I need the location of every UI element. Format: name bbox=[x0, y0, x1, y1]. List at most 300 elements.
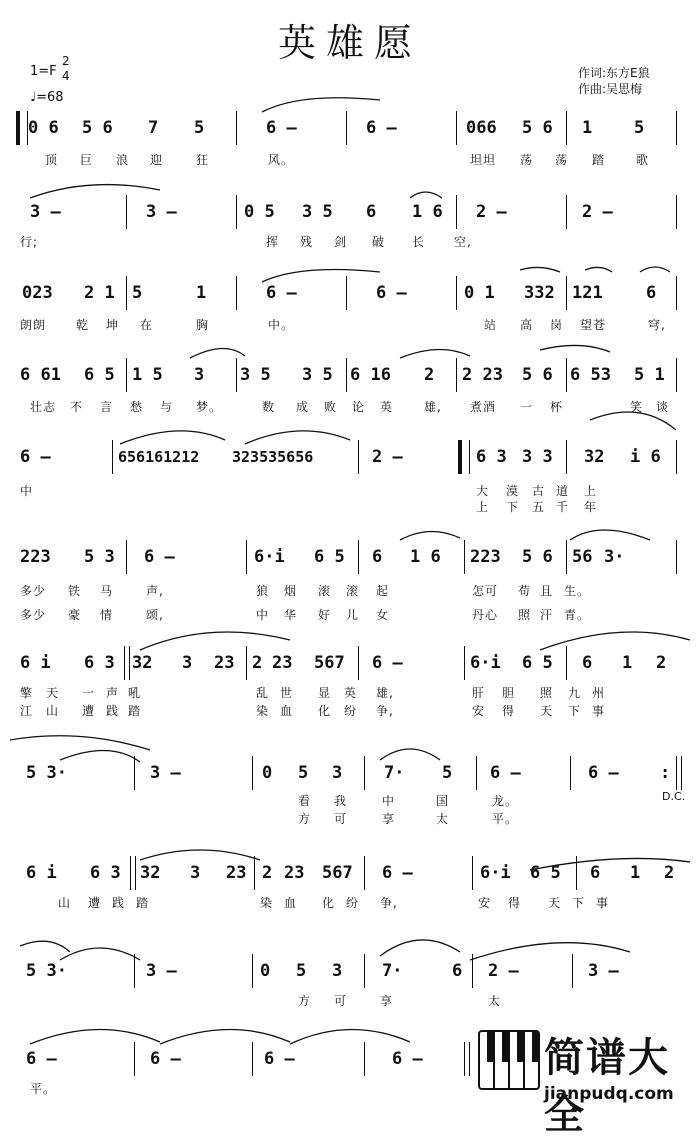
lyric: 可 bbox=[334, 994, 348, 1008]
note-group: 0 6 bbox=[28, 118, 59, 138]
lyric: 多少 bbox=[20, 584, 47, 598]
lyric: 中。 bbox=[268, 318, 295, 332]
repeat-start-barline bbox=[458, 440, 470, 474]
barline bbox=[676, 440, 677, 474]
note-group: 23 bbox=[272, 653, 293, 673]
lyric: 站 bbox=[484, 318, 498, 332]
note-group: 6 bbox=[366, 202, 377, 222]
lyric: 巨 bbox=[80, 153, 94, 167]
logo-url: jianpudq.com bbox=[544, 1084, 674, 1104]
lyric: 九 bbox=[568, 686, 582, 700]
lyric: 滚 bbox=[318, 584, 332, 598]
barline bbox=[364, 954, 365, 988]
note-group: 023 bbox=[22, 283, 53, 303]
barline bbox=[472, 954, 473, 988]
barline bbox=[126, 540, 127, 574]
lyric: 多少 bbox=[20, 608, 47, 622]
barline bbox=[236, 195, 237, 229]
lyric: 情 bbox=[100, 608, 114, 622]
lyricist-credit: 作词:东方E狼 bbox=[578, 66, 650, 80]
barline bbox=[566, 440, 567, 474]
barline bbox=[134, 756, 135, 790]
tempo-marking: ♩=68 bbox=[30, 90, 64, 105]
lyric: 五 bbox=[532, 500, 546, 514]
lyric: 吼 bbox=[128, 686, 142, 700]
lyric: 遭 bbox=[88, 896, 102, 910]
barline bbox=[346, 358, 347, 392]
note-group: 2 bbox=[252, 653, 263, 673]
note-group: 6 61 bbox=[20, 365, 61, 385]
lyric: 烟 bbox=[284, 584, 298, 598]
lyric: 不 bbox=[70, 400, 84, 414]
note-group: 5 3· bbox=[26, 763, 67, 783]
repeat-dots: : bbox=[660, 763, 671, 783]
note-group: 1 6 bbox=[412, 202, 443, 222]
note-group: 3 bbox=[332, 961, 343, 981]
notes-row bbox=[0, 650, 700, 676]
lyric: 天 bbox=[540, 704, 554, 718]
lyric: 州 bbox=[592, 686, 606, 700]
lyric: 踏 bbox=[128, 704, 142, 718]
note-group: 6 bbox=[372, 547, 383, 567]
barline bbox=[346, 276, 347, 310]
note-group: 0 5 bbox=[244, 202, 275, 222]
lyric: 可 bbox=[334, 812, 348, 826]
notes-row bbox=[0, 115, 700, 141]
lyric: 龙。 bbox=[492, 794, 519, 808]
lyric: 我 bbox=[334, 794, 348, 808]
lyric: 照 bbox=[518, 608, 532, 622]
note-group: 3 – bbox=[30, 202, 61, 222]
barline bbox=[252, 1042, 253, 1076]
note-group: 6 i bbox=[26, 863, 57, 883]
barline bbox=[464, 540, 465, 574]
barline bbox=[358, 540, 359, 574]
lyric: 论 bbox=[352, 400, 366, 414]
lyric: 漠 bbox=[506, 484, 520, 498]
note-group: 332 bbox=[524, 283, 555, 303]
note-group: 5 1 bbox=[634, 365, 665, 385]
note-group: 3 bbox=[194, 365, 205, 385]
notes-row bbox=[0, 362, 700, 388]
lyric: 太 bbox=[436, 812, 450, 826]
note-group: 3 5 bbox=[302, 202, 333, 222]
note-group: 6·i bbox=[470, 653, 501, 673]
barline bbox=[246, 540, 247, 574]
barline bbox=[566, 195, 567, 229]
lyric: 争, bbox=[376, 704, 394, 718]
barline bbox=[364, 1042, 365, 1076]
lyric: 下 bbox=[506, 500, 520, 514]
lyric: 狂 bbox=[196, 153, 210, 167]
lyric: 遭 bbox=[82, 704, 96, 718]
logo-name: 简谱大全 bbox=[544, 1035, 670, 1138]
note-group: 6 i bbox=[20, 653, 51, 673]
note-group: 5 6 bbox=[522, 118, 553, 138]
lyric: 争, bbox=[380, 896, 398, 910]
note-group: 0 bbox=[260, 961, 271, 981]
note-group: 6 3 bbox=[90, 863, 121, 883]
note-group: 6 – bbox=[20, 447, 51, 467]
barline bbox=[126, 358, 127, 392]
note-group: 6 – bbox=[366, 118, 397, 138]
note-group: 6 – bbox=[144, 547, 175, 567]
piano-keys-icon bbox=[478, 1030, 540, 1090]
lyric: 方 bbox=[298, 812, 312, 826]
note-group: 6 bbox=[452, 961, 463, 981]
lyric: 纷 bbox=[344, 704, 358, 718]
barline bbox=[124, 646, 130, 680]
note-group: 3 bbox=[190, 863, 201, 883]
note-group: 6 – bbox=[266, 118, 297, 138]
note-group: 6 – bbox=[392, 1049, 423, 1069]
lyric: 华 bbox=[284, 608, 298, 622]
note-group: 6 – bbox=[490, 763, 521, 783]
lyric: 中 bbox=[256, 608, 270, 622]
da-capo-mark: D.C. bbox=[662, 790, 686, 803]
note-group: 3 5 bbox=[240, 365, 271, 385]
lyric: 马 bbox=[100, 584, 114, 598]
lyric: 残 bbox=[300, 235, 314, 249]
barline bbox=[676, 111, 677, 145]
note-group: 32 bbox=[140, 863, 161, 883]
barline bbox=[126, 195, 127, 229]
lyric: 中 bbox=[20, 484, 34, 498]
lyric: 千 bbox=[556, 500, 570, 514]
lyric: 行; bbox=[20, 235, 39, 249]
lyric: 化 bbox=[318, 704, 332, 718]
note-group: 23 bbox=[214, 653, 235, 673]
lyric: 败 bbox=[324, 400, 338, 414]
note-group: 6 3 bbox=[476, 447, 507, 467]
barline bbox=[358, 440, 359, 474]
note-group: 3 5 bbox=[302, 365, 333, 385]
lyric: 年 bbox=[584, 500, 598, 514]
note-group: 656161212 bbox=[118, 448, 200, 466]
barline bbox=[566, 646, 567, 680]
note-group: 121 bbox=[572, 283, 603, 303]
note-group: 6 – bbox=[376, 283, 407, 303]
lyric: 方 bbox=[298, 994, 312, 1008]
lyric: 浪 bbox=[116, 153, 130, 167]
lyric: 化 bbox=[322, 896, 336, 910]
lyric: 坦坦 bbox=[470, 153, 497, 167]
note-group: 6 bbox=[582, 653, 593, 673]
note-group: 3 – bbox=[150, 763, 181, 783]
lyric: 得 bbox=[502, 704, 516, 718]
lyric: 谈 bbox=[656, 400, 670, 414]
lyric: 享 bbox=[382, 812, 396, 826]
key-signature: 1=F bbox=[30, 64, 57, 79]
barline bbox=[236, 276, 237, 310]
barline bbox=[236, 111, 237, 145]
barline bbox=[134, 1042, 135, 1076]
note-group: 6 – bbox=[588, 763, 619, 783]
barline bbox=[566, 276, 567, 310]
barline bbox=[464, 646, 465, 680]
lyric: 上 bbox=[476, 500, 490, 514]
lyric: 破 bbox=[372, 235, 386, 249]
notes-row bbox=[0, 958, 700, 984]
note-group: 2 bbox=[656, 653, 667, 673]
lyric: 空, bbox=[454, 235, 472, 249]
barline bbox=[576, 856, 577, 890]
lyric: 肝 bbox=[472, 686, 486, 700]
note-group: 32 bbox=[584, 447, 605, 467]
note-group: 2 – bbox=[488, 961, 519, 981]
lyric: 起 bbox=[376, 584, 390, 598]
barline bbox=[566, 358, 567, 392]
barline bbox=[364, 756, 365, 790]
note-group: 1 bbox=[622, 653, 633, 673]
note-group: 5 bbox=[296, 961, 307, 981]
lyric: 丹心 bbox=[472, 608, 499, 622]
note-group: 5 bbox=[132, 283, 143, 303]
end-barline bbox=[676, 756, 682, 790]
note-group: 5 bbox=[194, 118, 205, 138]
lyric: 煮酒 bbox=[470, 400, 497, 414]
lyric: 事 bbox=[596, 896, 610, 910]
lyric: 江 bbox=[20, 704, 34, 718]
lyric: 望苍 bbox=[580, 318, 607, 332]
barline bbox=[570, 756, 571, 790]
lyric: 岗 bbox=[550, 318, 564, 332]
note-group: 223 bbox=[470, 547, 501, 567]
lyric: 铁 bbox=[68, 584, 82, 598]
lyric: 显 bbox=[318, 686, 332, 700]
note-group: 6 bbox=[646, 283, 657, 303]
lyric: 儿 bbox=[346, 608, 360, 622]
note-group: 5 6 bbox=[82, 118, 113, 138]
note-group: 6 5 bbox=[84, 365, 115, 385]
lyric: 一 bbox=[520, 400, 534, 414]
lyric: 数 bbox=[262, 400, 276, 414]
lyric: 言 bbox=[100, 400, 114, 414]
note-group: 1 bbox=[196, 283, 207, 303]
note-group: 3· bbox=[604, 547, 625, 567]
lyric: 染 bbox=[260, 896, 274, 910]
lyric: 平。 bbox=[492, 812, 519, 826]
note-group: 6 3 bbox=[84, 653, 115, 673]
note-group: 5 6 bbox=[522, 365, 553, 385]
lyric: 道 bbox=[556, 484, 570, 498]
lyric: 雄, bbox=[424, 400, 442, 414]
note-group: 5 bbox=[634, 118, 645, 138]
lyric: 上 bbox=[584, 484, 598, 498]
barline bbox=[572, 954, 573, 988]
start-barline bbox=[16, 111, 28, 145]
lyric: 高 bbox=[520, 318, 534, 332]
note-group: 5 bbox=[298, 763, 309, 783]
lyric: 苟 bbox=[518, 584, 532, 598]
note-group: 2 1 bbox=[84, 283, 115, 303]
notes-row bbox=[0, 444, 700, 470]
note-group: 2 – bbox=[476, 202, 507, 222]
lyric: 一 bbox=[82, 686, 96, 700]
lyric: 荡 bbox=[520, 153, 534, 167]
lyric: 天 bbox=[46, 686, 60, 700]
barline bbox=[472, 856, 473, 890]
barline bbox=[134, 954, 135, 988]
note-group: 3 – bbox=[588, 961, 619, 981]
lyric: 且 bbox=[540, 584, 554, 598]
lyric: 壮志 bbox=[30, 400, 57, 414]
lyric: 染 bbox=[256, 704, 270, 718]
note-group: 2 – bbox=[582, 202, 613, 222]
lyric: 朗朗 bbox=[20, 318, 47, 332]
note-group: 0 1 bbox=[464, 283, 495, 303]
notes-row bbox=[0, 280, 700, 306]
lyric: 山 bbox=[58, 896, 72, 910]
lyric: 长 bbox=[412, 235, 426, 249]
lyric: 英 bbox=[380, 400, 394, 414]
lyric: 汗 bbox=[540, 608, 554, 622]
lyric: 梦。 bbox=[196, 400, 223, 414]
note-group: 5 bbox=[442, 763, 453, 783]
barline bbox=[346, 111, 347, 145]
lyric: 享 bbox=[380, 994, 394, 1008]
notes-row bbox=[0, 760, 700, 786]
note-group: 066 bbox=[466, 118, 497, 138]
lyric: 坤 bbox=[106, 318, 120, 332]
lyric: 滚 bbox=[346, 584, 360, 598]
lyric: 青。 bbox=[564, 608, 591, 622]
lyric: 大 bbox=[476, 484, 490, 498]
lyric: 雄, bbox=[376, 686, 394, 700]
barline bbox=[364, 856, 365, 890]
note-group: 2 – bbox=[372, 447, 403, 467]
lyric: 践 bbox=[112, 896, 126, 910]
lyric: 乾 bbox=[76, 318, 90, 332]
lyric: 剑 bbox=[334, 235, 348, 249]
lyric: 纷 bbox=[346, 896, 360, 910]
note-group: 6·i bbox=[254, 547, 285, 567]
note-group: 3 bbox=[182, 653, 193, 673]
lyric: 古 bbox=[532, 484, 546, 498]
site-logo bbox=[478, 1026, 698, 1138]
lyric: 安 bbox=[478, 896, 492, 910]
song-title: 英雄愿 bbox=[277, 21, 422, 65]
note-group: 3 bbox=[332, 763, 343, 783]
barline bbox=[456, 276, 457, 310]
barline bbox=[358, 646, 359, 680]
lyric: 豪 bbox=[68, 608, 82, 622]
barline bbox=[476, 756, 477, 790]
lyric: 山 bbox=[46, 704, 60, 718]
lyric: 太 bbox=[488, 994, 502, 1008]
note-group: 23 bbox=[226, 863, 247, 883]
note-group: 3 – bbox=[146, 961, 177, 981]
barline bbox=[252, 756, 253, 790]
lyric: 杯 bbox=[550, 400, 564, 414]
lyric: 生。 bbox=[564, 584, 591, 598]
lyric: 荡 bbox=[555, 153, 569, 167]
lyric: 挥 bbox=[266, 235, 280, 249]
note-group: 6 – bbox=[266, 283, 297, 303]
lyric: 成 bbox=[296, 400, 310, 414]
note-group: 2 bbox=[664, 863, 675, 883]
note-group: 567 bbox=[314, 653, 345, 673]
note-group: 6 bbox=[590, 863, 601, 883]
note-group: 23 bbox=[284, 863, 305, 883]
lyric: 踏 bbox=[592, 153, 606, 167]
note-group: 3 3 bbox=[522, 447, 553, 467]
barline bbox=[566, 540, 567, 574]
note-group: 32 bbox=[132, 653, 153, 673]
lyric: 国 bbox=[436, 794, 450, 808]
note-group: 6 – bbox=[382, 863, 413, 883]
note-group: 7 bbox=[148, 118, 159, 138]
lyric: 愁 bbox=[130, 400, 144, 414]
composer-credit: 作曲:吴思梅 bbox=[578, 82, 643, 96]
barline bbox=[456, 195, 457, 229]
note-group: 6 16 bbox=[350, 365, 391, 385]
note-group: 56 bbox=[572, 547, 593, 567]
barline bbox=[676, 540, 677, 574]
notes-row bbox=[0, 860, 700, 886]
lyric: 下 bbox=[568, 704, 582, 718]
lyric: 风。 bbox=[268, 153, 295, 167]
lyric: 女 bbox=[376, 608, 390, 622]
lyric: 在 bbox=[140, 318, 154, 332]
lyric: 事 bbox=[592, 704, 606, 718]
barline bbox=[236, 358, 237, 392]
time-signature bbox=[62, 54, 70, 84]
lyric: 颂, bbox=[146, 608, 164, 622]
lyric: 怎可 bbox=[472, 584, 499, 598]
notes-row bbox=[0, 199, 700, 225]
barline bbox=[252, 954, 253, 988]
lyric: 照 bbox=[540, 686, 554, 700]
time-top: 2 bbox=[62, 54, 70, 68]
barline bbox=[566, 111, 567, 145]
lyric: 安 bbox=[472, 704, 486, 718]
note-group: 1 bbox=[582, 118, 593, 138]
barline bbox=[676, 276, 677, 310]
lyric: 平。 bbox=[30, 1082, 57, 1096]
note-group: 1 6 bbox=[410, 547, 441, 567]
barline bbox=[246, 646, 247, 680]
note-group: 5 3 bbox=[84, 547, 115, 567]
barline bbox=[254, 856, 255, 890]
lyric: 看 bbox=[298, 794, 312, 808]
note-group: 6 5 bbox=[530, 863, 561, 883]
note-group: 2 23 bbox=[462, 365, 503, 385]
lyric: 中 bbox=[382, 794, 396, 808]
lyric: 穹, bbox=[648, 318, 666, 332]
barline bbox=[676, 358, 677, 392]
lyric: 践 bbox=[106, 704, 120, 718]
lyric: 下 bbox=[572, 896, 586, 910]
note-group: 7· bbox=[382, 961, 403, 981]
lyric: 踏 bbox=[136, 896, 150, 910]
note-group: 6·i bbox=[480, 863, 511, 883]
note-group: 5 3· bbox=[26, 961, 67, 981]
lyric: 天 bbox=[548, 896, 562, 910]
lyric: 擎 bbox=[20, 686, 34, 700]
note-group: 5 6 bbox=[522, 547, 553, 567]
lyric: 声 bbox=[106, 686, 120, 700]
lyric: 得 bbox=[508, 896, 522, 910]
barline bbox=[456, 358, 457, 392]
note-group: 223 bbox=[20, 547, 51, 567]
note-group: 6 – bbox=[372, 653, 403, 673]
note-group: 2 bbox=[262, 863, 273, 883]
note-group: 3 – bbox=[146, 202, 177, 222]
note-group: 1 5 bbox=[132, 365, 163, 385]
time-bottom: 4 bbox=[62, 69, 70, 83]
lyric: 歌 bbox=[636, 153, 650, 167]
